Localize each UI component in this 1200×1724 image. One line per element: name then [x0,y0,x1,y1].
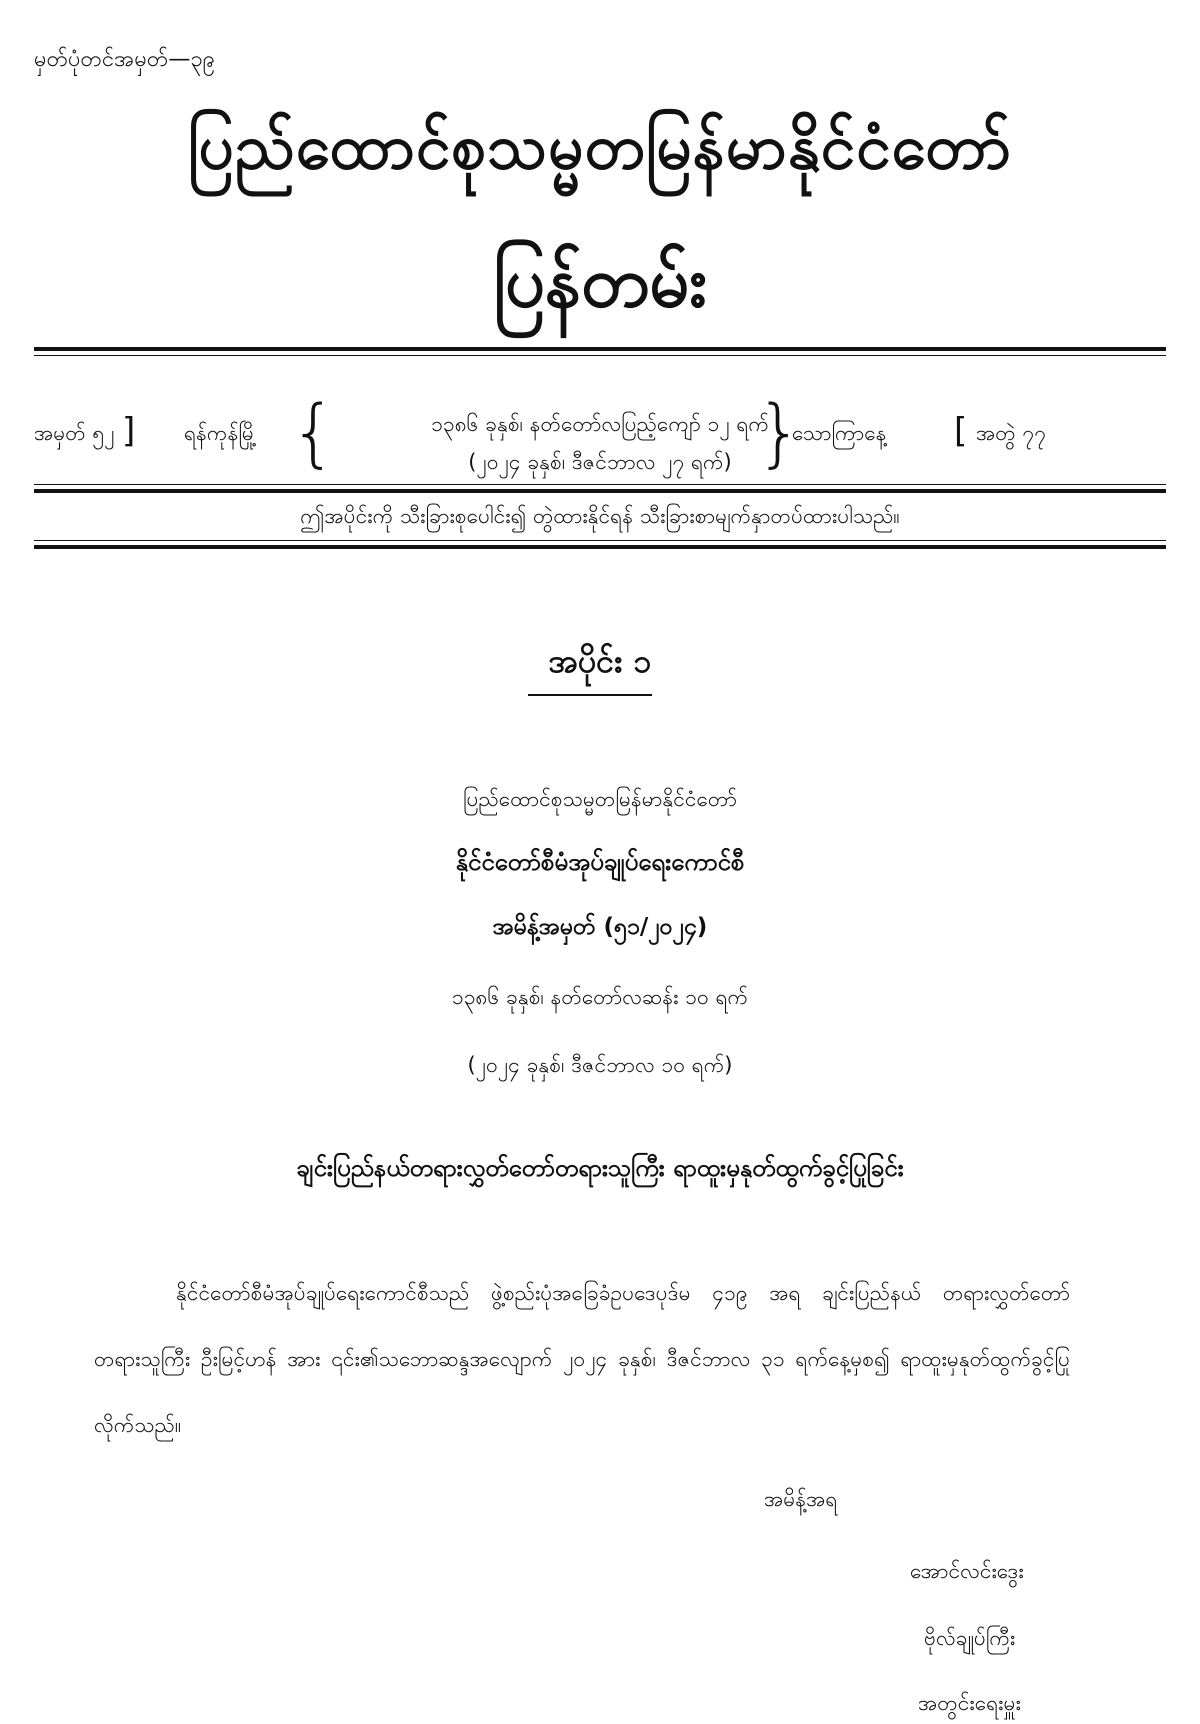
right-brace: } [756,390,804,476]
issue-close-bracket: ] [122,411,136,451]
part-heading-underline [528,694,652,696]
separate-part-notice: ဤအပိုင်းကို သီးခြားစုပေါင်း၍ တွဲထားနိုင်ရန် သီးခြားစာမျက်နှာတပ်ထားပါသည်။ [300,504,900,528]
masthead-date [360,405,840,481]
signatory-rank: ဗိုလ်ချုပ်ကြီး [924,1626,1016,1650]
masthead-mid-rule-thick [34,489,1166,493]
order-number: အမိန့်အမှတ် (၅၁/၂၀၂၄) [492,914,708,940]
order-body: နိုင်ငံတော်စီမံအုပ်ချုပ်ရေးကောင်စီသည် ဖွဲ့စည်းပုံအခြေခံဥပဒေပုဒ်မ ၄၁၉ အရ ချင်းပြည်နယ် တရားလွှတ်တော်တရားသူကြီး ဦးမြင့်ဟန် အား ၎င်း၏သဘောဆန္ဒအလျောက် ၂၀၂၄ ခုနှစ်၊ ဒီဇင်ဘာလ ၃၁ ရက်နေ့မှစ၍ ရာထူးမှနုတ်ထွက်ခွင့်ပြုလိုက်သည်။ [94,1281,1070,1437]
order-date-myanmar: ၁၃၈၆ ခုနှစ်၊ နတ်တော်လဆန်း ၁၀ ရက် [451,985,749,1009]
signatory-title: အတွင်းရေးမှူး [918,1691,1021,1715]
by-order-line: အမိန့်အရ [764,1487,838,1511]
notice-bottom-rule-thin [34,540,1166,541]
part-heading: အပိုင်း ၁ [548,642,652,680]
left-brace: { [290,390,338,476]
masthead-mid-rule-thin [34,484,1166,485]
volume-number: အတွဲ ၇၇ [976,421,1047,445]
masthead-top-rule-thick [34,347,1166,351]
weekday: သောကြာနေ့ [792,421,887,445]
order-council: နိုင်ငံတော်စီမံအုပ်ချုပ်ရေးကောင်စီ [455,848,745,876]
signatory-name: အောင်လင်းဒွေး [910,1559,1024,1583]
registration-number: မှတ်ပုံတင်အမှတ်—၃၉ [34,47,216,72]
notice-bottom-rule-thick [34,545,1166,549]
issue-number: အမှတ် ၅၂ [34,421,115,445]
order-subject: ချင်းပြည်နယ်တရားလွှတ်တော်တရားသူကြီး ရာထူးမှနုတ်ထွက်ခွင့်ပြုခြင်း [296,1154,904,1182]
masthead-date-gregorian: (၂၀၂၄ ခုနှစ်၊ ဒီဇင်ဘာလ ၂၇ ရက်) [468,450,732,474]
order-date-gregorian: (၂၀၂၄ ခုနှစ်၊ ဒီဇင်ဘာလ ၁၀ ရက်) [467,1053,733,1077]
order-government: ပြည်ထောင်စုသမ္မတမြန်မာနိုင်ငံတော် [462,787,737,811]
city-name: ရန်ကုန်မြို့ [184,421,258,445]
masthead-date-myanmar: ၁၃၈၆ ခုနှစ်၊ နတ်တော်လပြည့်ကျော် ၁၂ ရက် [431,412,769,436]
volume-open-bracket: [ [954,411,968,451]
masthead-top-rule-thin [34,355,1166,356]
gazette-title: ပြန်တမ်း [493,241,707,323]
country-title: ပြည်ထောင်စုသမ္မတမြန်မာနိုင်ငံတော် [188,110,1012,183]
